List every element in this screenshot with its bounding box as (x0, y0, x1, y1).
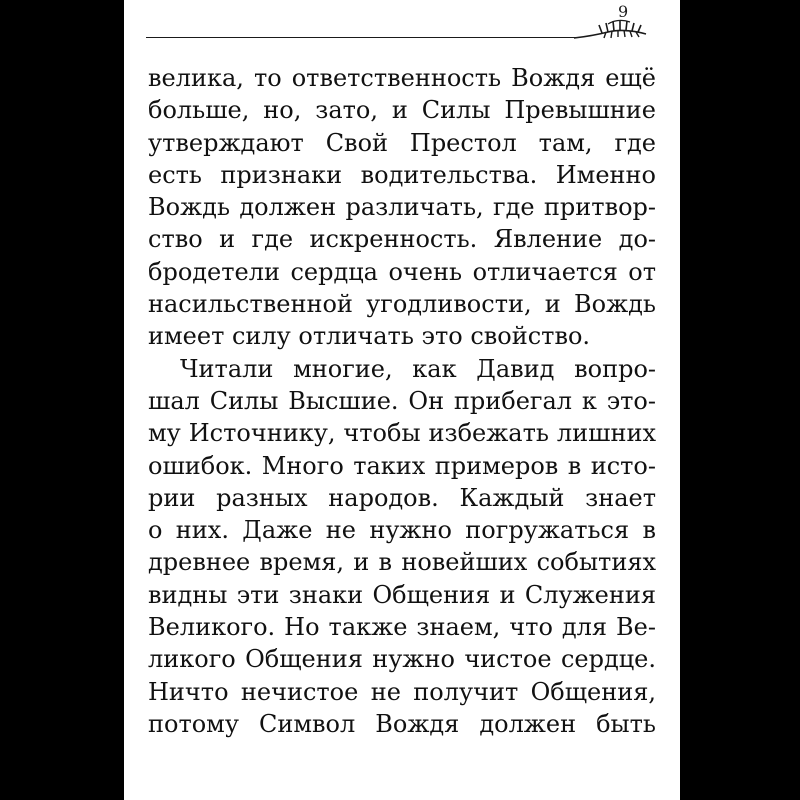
fern-ornament-icon (572, 14, 650, 48)
text-line: больше, но, зато, и Силы Превышние (148, 96, 656, 125)
text-line: бродетели сердца очень отличается от (148, 257, 656, 286)
text-line: имеет силу отличать это свойство. (148, 322, 591, 351)
body-text (148, 62, 656, 740)
text-line: велика, то ответственность Вождя ещё (148, 64, 656, 92)
text-line: видны эти знаки Общения и Служения (148, 580, 656, 609)
text-line: Вождь должен различать, где притвор- (148, 193, 656, 222)
text-line: древнее время, и в новейших событиях (148, 548, 656, 577)
text-line: о них. Даже не нужно погружаться в (148, 516, 656, 545)
text-line: ство и где искренность. Явление до- (148, 225, 656, 254)
text-line: потому Символ Вождя должен быть (148, 709, 656, 738)
book-page (124, 0, 680, 800)
header-rule (146, 37, 578, 38)
page-number: 9 (618, 2, 629, 21)
text-line: есть признаки водительства. Именно (148, 160, 656, 189)
text-line: Читали многие, как Давид вопро- (180, 354, 656, 383)
text-line: шал Силы Высшие. Он прибегал к это- (148, 386, 656, 415)
text-line: Ничто нечистое не получит Общения, (148, 677, 656, 706)
text-line: Великого. Но также знаем, что для Ве- (148, 613, 656, 642)
text-line: му Источнику, чтобы избежать лишних (148, 419, 656, 448)
text-line: утверждают Свой Престол там, где (148, 128, 656, 157)
text-line: ликого Общения нужно чистое сердце. (148, 645, 656, 674)
text-line: ошибок. Много таких примеров в исто- (148, 451, 656, 480)
text-line: насильственной угодливости, и Вождь (148, 290, 656, 319)
text-line: рии разных народов. Каждый знает (148, 483, 656, 512)
